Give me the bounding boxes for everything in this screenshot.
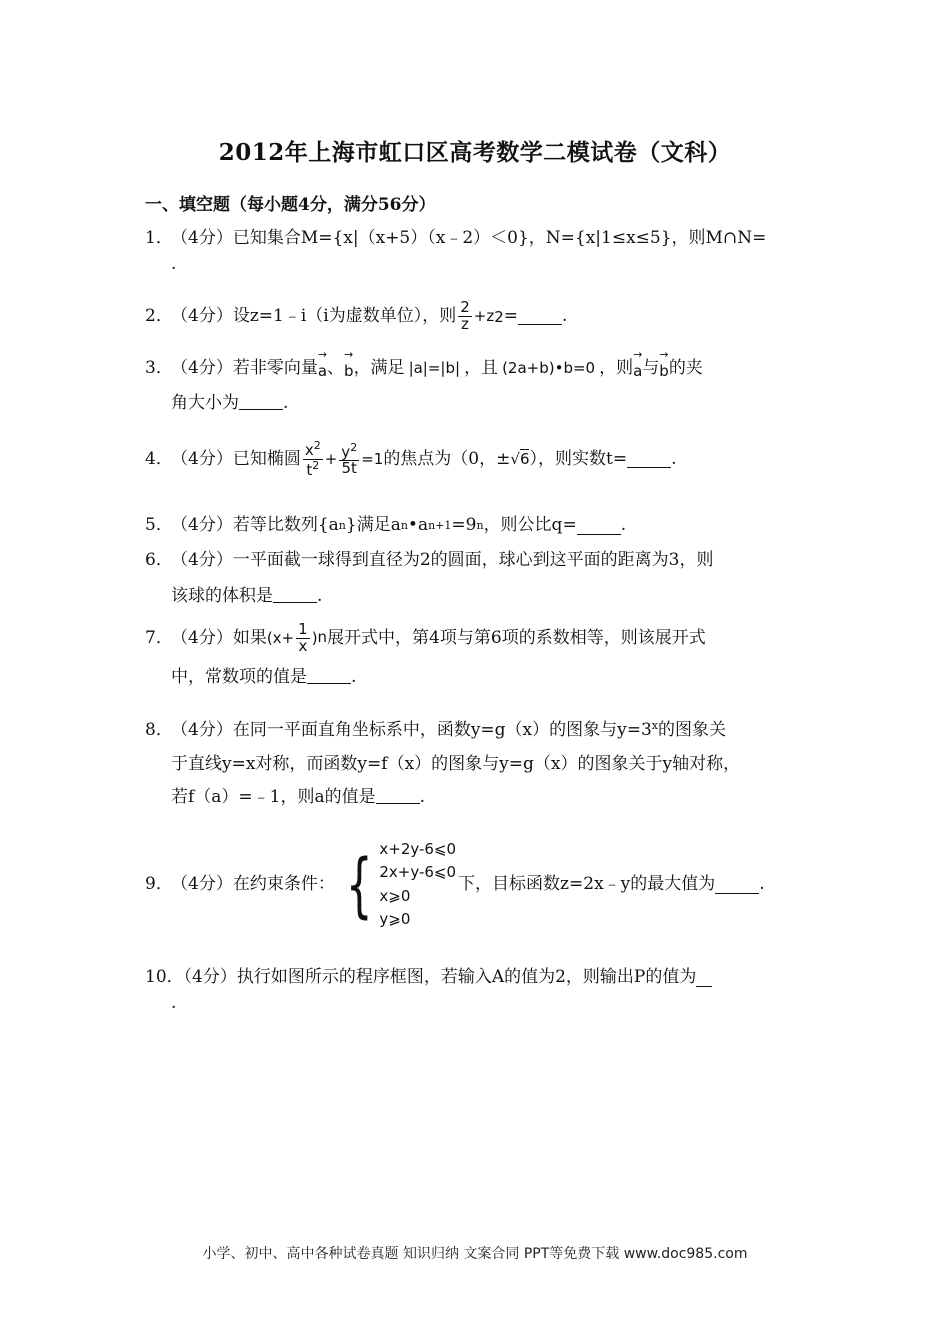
question-number: 10．: [145, 967, 184, 987]
question-text: =9: [451, 515, 477, 535]
vector-a: → a: [318, 354, 327, 383]
question-text: （4分）一平面截一球得到直径为2的圆面，球心到这平面的距离为3，则: [171, 550, 714, 570]
question-text: （4分）设z=1﹣i（i为虚数单位），则: [171, 305, 457, 326]
fraction: [458, 300, 472, 333]
answer-blank: [518, 307, 562, 325]
subscript: n+1: [428, 518, 452, 532]
question-10: [145, 965, 810, 1016]
exponent: 2: [350, 440, 358, 454]
answer-blank: [627, 450, 671, 468]
question-text: （4分）若非零向量: [171, 357, 318, 378]
question-text: 的图象关: [658, 720, 727, 740]
question-number: 2．: [145, 305, 173, 326]
math-term: ): [311, 629, 318, 647]
question-number: 5．: [145, 515, 173, 535]
brace-icon: {: [345, 843, 373, 926]
question-text: •a: [407, 515, 429, 535]
exponent: 2: [313, 439, 321, 452]
vector-b: → b: [344, 354, 354, 383]
period: .: [671, 448, 677, 469]
numerator: 2: [460, 298, 470, 316]
question-number: 3．: [145, 357, 173, 378]
equals-sign: =: [503, 305, 519, 326]
question-text-continued: 该球的体积是: [171, 585, 273, 606]
answer-blank: [273, 585, 317, 603]
numerator: 1: [298, 620, 308, 638]
question-number: 6．: [145, 550, 173, 570]
period: .: [759, 873, 765, 894]
page-footer: 小学、初中、高中各种试卷真题 知识归纳 文案合同 PPT等免费下载 www.doc985.com: [202, 1246, 748, 1262]
fraction: [303, 440, 323, 479]
answer-blank: [715, 876, 759, 894]
numerator: x: [304, 441, 314, 459]
answer-blank: [376, 786, 420, 804]
magnitude-expression: |a|=|b|: [408, 359, 461, 377]
answer-blank: [696, 969, 712, 987]
denominator: 5t: [341, 459, 357, 478]
constraint-4: y⩾0: [379, 909, 411, 928]
exponent: x: [651, 719, 659, 732]
fraction: [339, 442, 359, 478]
constraint-system: [337, 838, 456, 931]
exponent: n: [317, 628, 328, 646]
question-text: 展开式中，第4项与第6项的系数相等，则该展开式: [327, 627, 706, 648]
question-text: （4分）执行如图所示的程序框图，若输入A的值为2，则输出P的值为: [175, 967, 697, 987]
question-text: 的焦点为（0，±: [383, 448, 511, 469]
question-6: [145, 548, 810, 609]
dot-product-expression: (2a+b)•b=0: [502, 359, 596, 377]
period: .: [351, 666, 357, 687]
denominator: x: [298, 636, 308, 655]
period: .: [562, 305, 568, 326]
question-text: ，满足: [353, 357, 405, 378]
question-text-continued: 角大小为: [171, 392, 239, 413]
question-1: [145, 226, 810, 277]
answer-blank: [577, 517, 621, 535]
math-term: (x+: [266, 629, 295, 647]
separator: 、: [327, 357, 345, 378]
exponent: n: [476, 518, 484, 532]
question-number: 9．: [145, 873, 173, 894]
page-title: 2012年上海市虹口区高考数学二模试卷（文科）: [218, 139, 732, 166]
question-number: 4．: [145, 448, 173, 469]
question-7: [145, 622, 810, 690]
question-8: [145, 718, 810, 811]
vector-b: → b: [659, 354, 669, 383]
plus-sign: +: [324, 450, 338, 468]
square-root: √6: [510, 450, 530, 468]
exponent: 2: [494, 308, 504, 326]
denominator: z: [461, 314, 469, 333]
constraint-2: 2x+y-6⩽0: [379, 863, 457, 882]
constraint-1: x+2y-6⩽0: [379, 840, 457, 858]
question-5: [145, 513, 810, 539]
radicand: 6: [519, 450, 530, 468]
question-9: [145, 838, 810, 931]
question-text: 与: [642, 357, 660, 378]
question-text-continued: 若f（a）=﹣1，则a的值是: [171, 787, 376, 807]
constraint-3: x⩾0: [379, 886, 411, 905]
section-heading: 一、填空题（每小题4分，满分56分）: [145, 195, 436, 215]
period: .: [283, 392, 289, 413]
denominator: t: [306, 460, 313, 479]
question-2: [145, 300, 810, 333]
vector-a: → a: [633, 354, 642, 383]
exponent: 2: [312, 458, 320, 472]
numerator: y: [341, 442, 351, 461]
question-text: （4分）已知椭圆: [171, 448, 301, 469]
question-text: （4分）如果: [171, 627, 267, 648]
question-text: ，且: [464, 357, 499, 378]
question-number: 1．: [145, 228, 173, 248]
question-text-continued: .: [171, 253, 177, 274]
answer-blank: [239, 392, 283, 410]
question-text: }满足a: [345, 515, 401, 535]
question-text-continued: 于直线y=x对称，而函数y=f（x）的图象与y=g（x）的图象关于y轴对称，: [171, 753, 741, 774]
period: .: [419, 787, 426, 807]
question-3: [145, 354, 810, 416]
question-text: （4分）在同一平面直角坐标系中，函数y=g（x）的图象与y=3: [171, 720, 652, 740]
question-text: （4分）已知集合M={x|（x+5）（x﹣2）＜0}，N={x|1≤x≤5}，则M∩N=: [171, 228, 767, 248]
question-text: （4分）在约束条件：: [171, 873, 335, 894]
question-text: （4分）若等比数列{a: [171, 515, 339, 535]
answer-blank: [307, 666, 351, 684]
subscript: n: [400, 518, 408, 532]
equals-one: =1: [361, 450, 384, 468]
question-text: 下，目标函数z=2x﹣y的最大值为: [458, 873, 716, 894]
question-text: ），则实数t=: [529, 448, 628, 469]
question-text: 的夹: [668, 357, 703, 378]
fraction: [296, 622, 310, 655]
question-text-continued: .: [171, 992, 177, 1013]
question-number: 8．: [145, 720, 173, 740]
math-term: +z: [473, 307, 495, 325]
subscript: n: [338, 518, 346, 532]
question-text: ，则: [599, 357, 634, 378]
question-text-continued: 中，常数项的值是: [171, 666, 307, 687]
question-4: [145, 440, 810, 479]
period: .: [620, 515, 627, 535]
question-number: 7．: [145, 627, 173, 648]
period: .: [317, 585, 323, 606]
question-text: ，则公比q=: [483, 515, 577, 535]
